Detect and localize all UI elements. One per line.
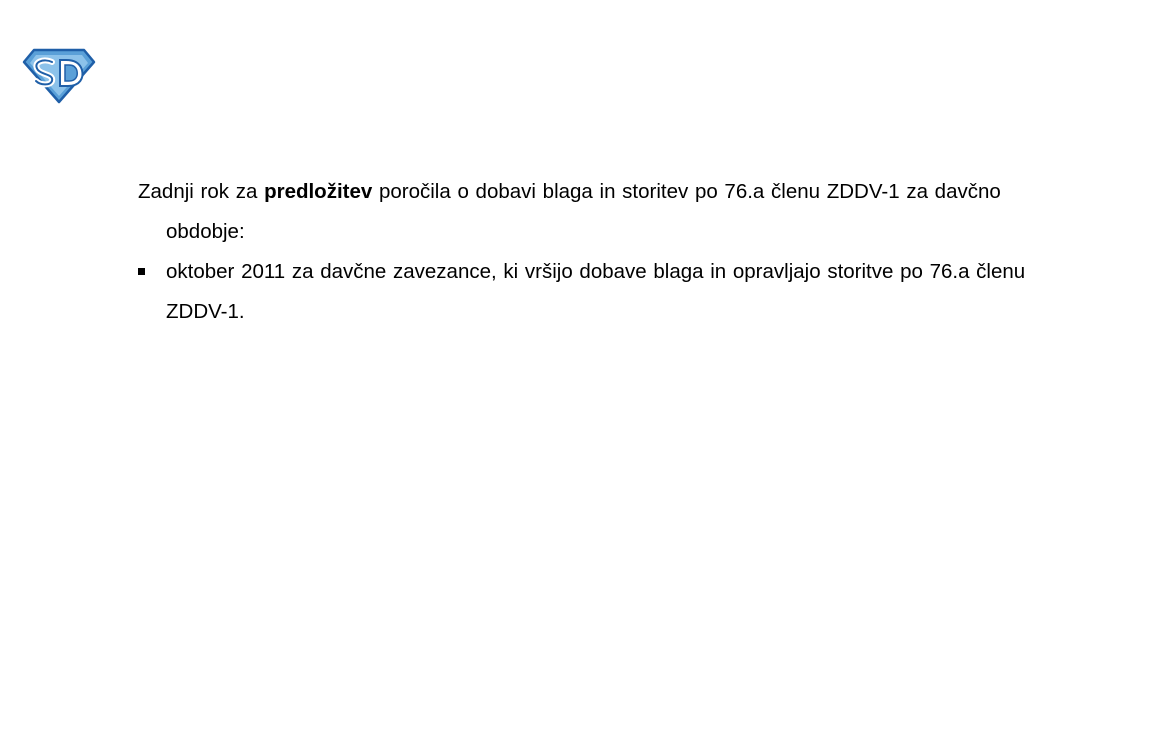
intro-text-end: poročila o dobavi blaga in storitev po 76.a členu ZDDV-1 za davčno obdobje: xyxy=(166,180,1001,243)
company-logo xyxy=(22,48,96,104)
document-body xyxy=(138,172,1038,332)
intro-bold-term: predložitev xyxy=(264,180,373,203)
list-item xyxy=(138,252,1038,332)
square-bullet-icon xyxy=(138,268,145,275)
intro-text-start: Zadnji rok za xyxy=(138,180,265,203)
intro-paragraph xyxy=(138,172,1038,252)
shield-logo-icon xyxy=(22,48,96,104)
list-item-text: oktober 2011 za davčne zavezance, ki vršijo dobave blaga in opravljajo storitve po 76.a členu ZDDV-1. xyxy=(166,260,1026,323)
